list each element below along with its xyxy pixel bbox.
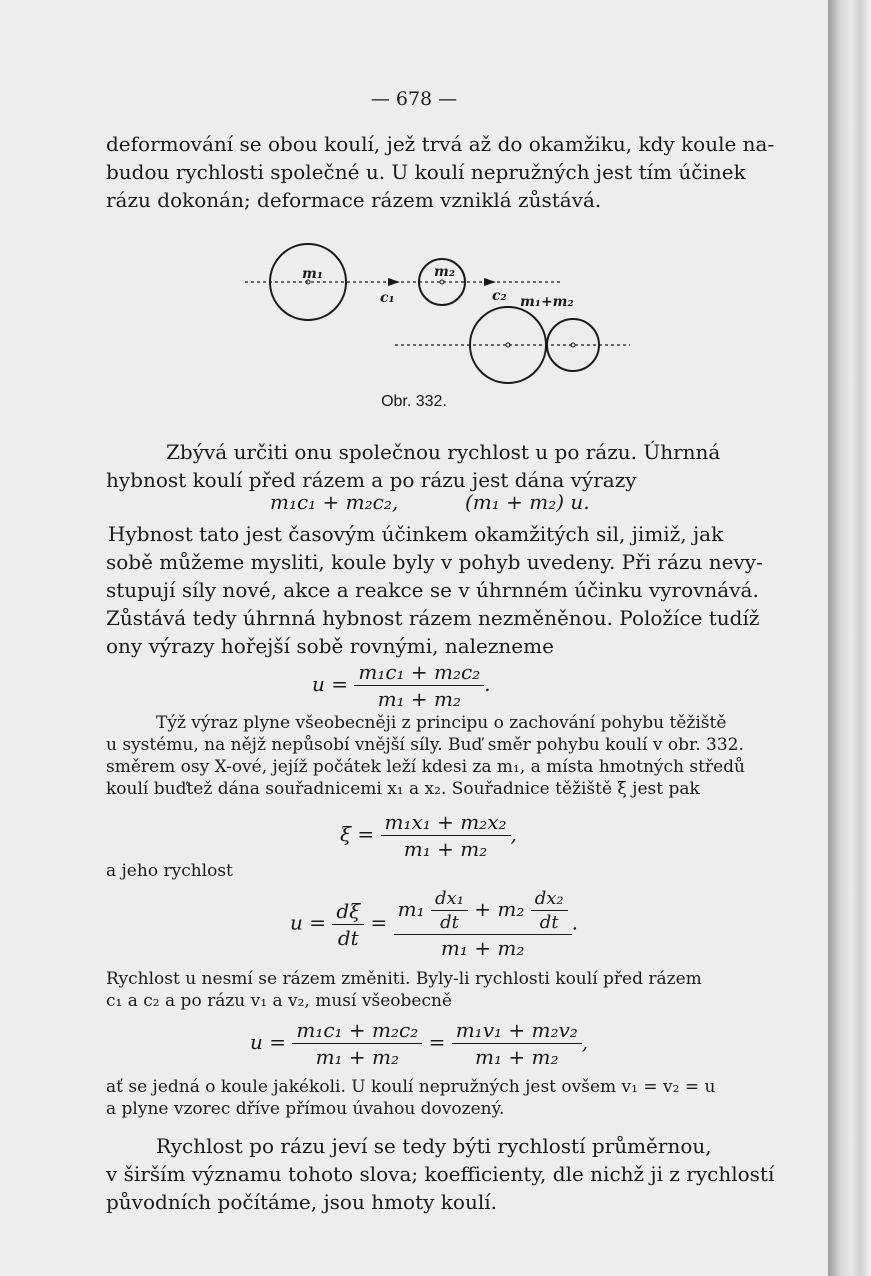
page-number: — 678 — (370, 88, 458, 110)
text-line: Zbývá určiti onu společnou rychlost u po rázu. Úhrnná (166, 440, 721, 464)
text-line: v širším významu tohoto slova; koefficienty, dle nichž ji z rychlostí (106, 1162, 775, 1186)
text-line: původních počítáme, jsou hmoty koulí. (106, 1190, 497, 1214)
fraction-dxi-dt: $\frac{d\xi}{dt}$ (332, 899, 364, 950)
label-c2: c₂ (492, 288, 507, 304)
text-line: Hybnost tato jest časovým účinkem okamžitých sil, jimiž, jak (108, 522, 724, 546)
text-line: deformování se obou koulí, jež trvá až do okamžiku, kdy koule na- (106, 132, 775, 156)
text-line: Týž výraz plyne všeobecněji z principu o zachování pohybu těžiště (156, 713, 727, 733)
text-line: směrem osy X-ové, jejíž počátek leží kdesi za m₁, a místa hmotných středů (106, 757, 745, 777)
paragraph-4 (106, 1132, 775, 1216)
text-line: hybnost koulí před rázem a po rázu jest dána výrazy (106, 468, 637, 492)
text-line: Rychlost po rázu jeví se tedy býti rychlostí průměrnou, (156, 1134, 712, 1158)
small-paragraph-4 (106, 1076, 764, 1120)
fraction-main: m₁ $\frac{\text{dx₁}}{dt}$ + m₂ $\frac{\text{dx₂}}{dt}$ m₁ + m₂ (394, 888, 572, 960)
text-line: a jeho rychlost (106, 861, 233, 881)
text-line: sobě můžeme mysliti, koule byly v pohyb uvedeny. Při rázu nevy- (106, 550, 763, 574)
paragraph-1 (106, 130, 775, 214)
fraction-after: $\frac{\text{m₁v₁ + m₂v₂}}{\text{m₁ + m₂}}$ (452, 1018, 582, 1069)
equation-general: u = $\frac{\text{m₁c₁ + m₂c₂}}{\text{m₁ + m₂}}$ = $\frac{\text{m₁v₁ + m₂v₂}}{\text{m₁ + m₂}}$ , (250, 1018, 589, 1069)
figure-caption: Obr. 332. (381, 393, 447, 410)
expression-momentum-after: (m₁ + m₂) u. (465, 490, 590, 514)
fraction (354, 660, 484, 711)
text-line: c₁ a c₂ a po rázu v₁ a v₂, musí všeobecně (106, 991, 452, 1011)
arrow-c1 (388, 278, 400, 286)
text-line: ony výrazy hořejší sobě rovnými, nalezneme (106, 634, 554, 658)
text-line: rázu dokonán; deformace rázem vzniklá zůstává. (106, 188, 602, 212)
equation-lhs: u = (290, 910, 326, 935)
label-m1: m₁ (302, 266, 323, 282)
small-paragraph-2 (106, 860, 764, 882)
equation-velocity: u = $\frac{d\xi}{dt}$ = m₁ $\frac{\text{dx₁}}{dt}$ + m₂ $\frac{\text{dx₂}}{dt}$ m₁ + m₂ . (290, 888, 578, 960)
small-paragraph-1 (106, 712, 764, 800)
text-line: ať se jedná o koule jakékoli. U koulí nepružných jest ovšem v₁ = v₂ = u (106, 1077, 716, 1097)
fraction-before: $\frac{\text{m₁c₁ + m₂c₂}}{\text{m₁ + m₂}}$ (292, 1018, 422, 1069)
expression-momentum-before: m₁c₁ + m₂c₂, (270, 490, 399, 514)
paragraph-3 (106, 520, 764, 660)
text-line: Zůstává tedy úhrnná hybnost rázem nezměněnou. Položíce tudíž (106, 606, 760, 630)
label-m2: m₂ (434, 264, 455, 280)
equation-lhs: u = (312, 672, 348, 696)
arrow-c2 (484, 278, 496, 286)
merged-sphere-small (547, 319, 599, 371)
text-line: a plyne vzorec dříve přímou úvahou dovozený. (106, 1099, 505, 1119)
numerator: m₁x₁ + m₂x₂ (381, 810, 511, 836)
text-line: koulí buďtež dána souřadnicemi x₁ a x₂. Souřadnice těžiště ξ jest pak (106, 779, 700, 799)
fraction (381, 810, 511, 861)
equation-xi: ξ = $\frac{\text{m₁x₁ + m₂x₂}}{\text{m₁ + m₂}}$ , (340, 810, 517, 861)
label-m1-plus-m2: m₁+m₂ (520, 294, 574, 310)
text-line: budou rychlosti společné u. U koulí nepružných jest tím účinek (106, 160, 746, 184)
text-line: stupují síly nové, akce a reakce se v úhrnném účinku vyrovnává. (106, 578, 759, 602)
text-line: Rychlost u nesmí se rázem změniti. Byly-li rychlosti koulí před rázem (106, 969, 702, 989)
denominator: m₁ + m₂ (377, 687, 462, 711)
equation-lhs: ξ = (340, 822, 375, 846)
collision-figure (240, 240, 640, 390)
numerator: m₁c₁ + m₂c₂ (354, 660, 484, 686)
denominator: m₁ + m₂ (403, 837, 488, 861)
text-line: u systému, na nějž nepůsobí vnější síly. Buď směr pohybu koulí v obr. 332. (106, 735, 744, 755)
equation-u: u = $\frac{\text{m₁c₁ + m₂c₂}}{\text{m₁ + m₂}}$ . (312, 660, 491, 711)
book-spine-edge (828, 0, 871, 1276)
label-c1: c₁ (380, 290, 395, 306)
equation-lhs: u = (250, 1030, 286, 1054)
paragraph-2 (106, 438, 764, 494)
small-paragraph-3 (106, 968, 764, 1012)
